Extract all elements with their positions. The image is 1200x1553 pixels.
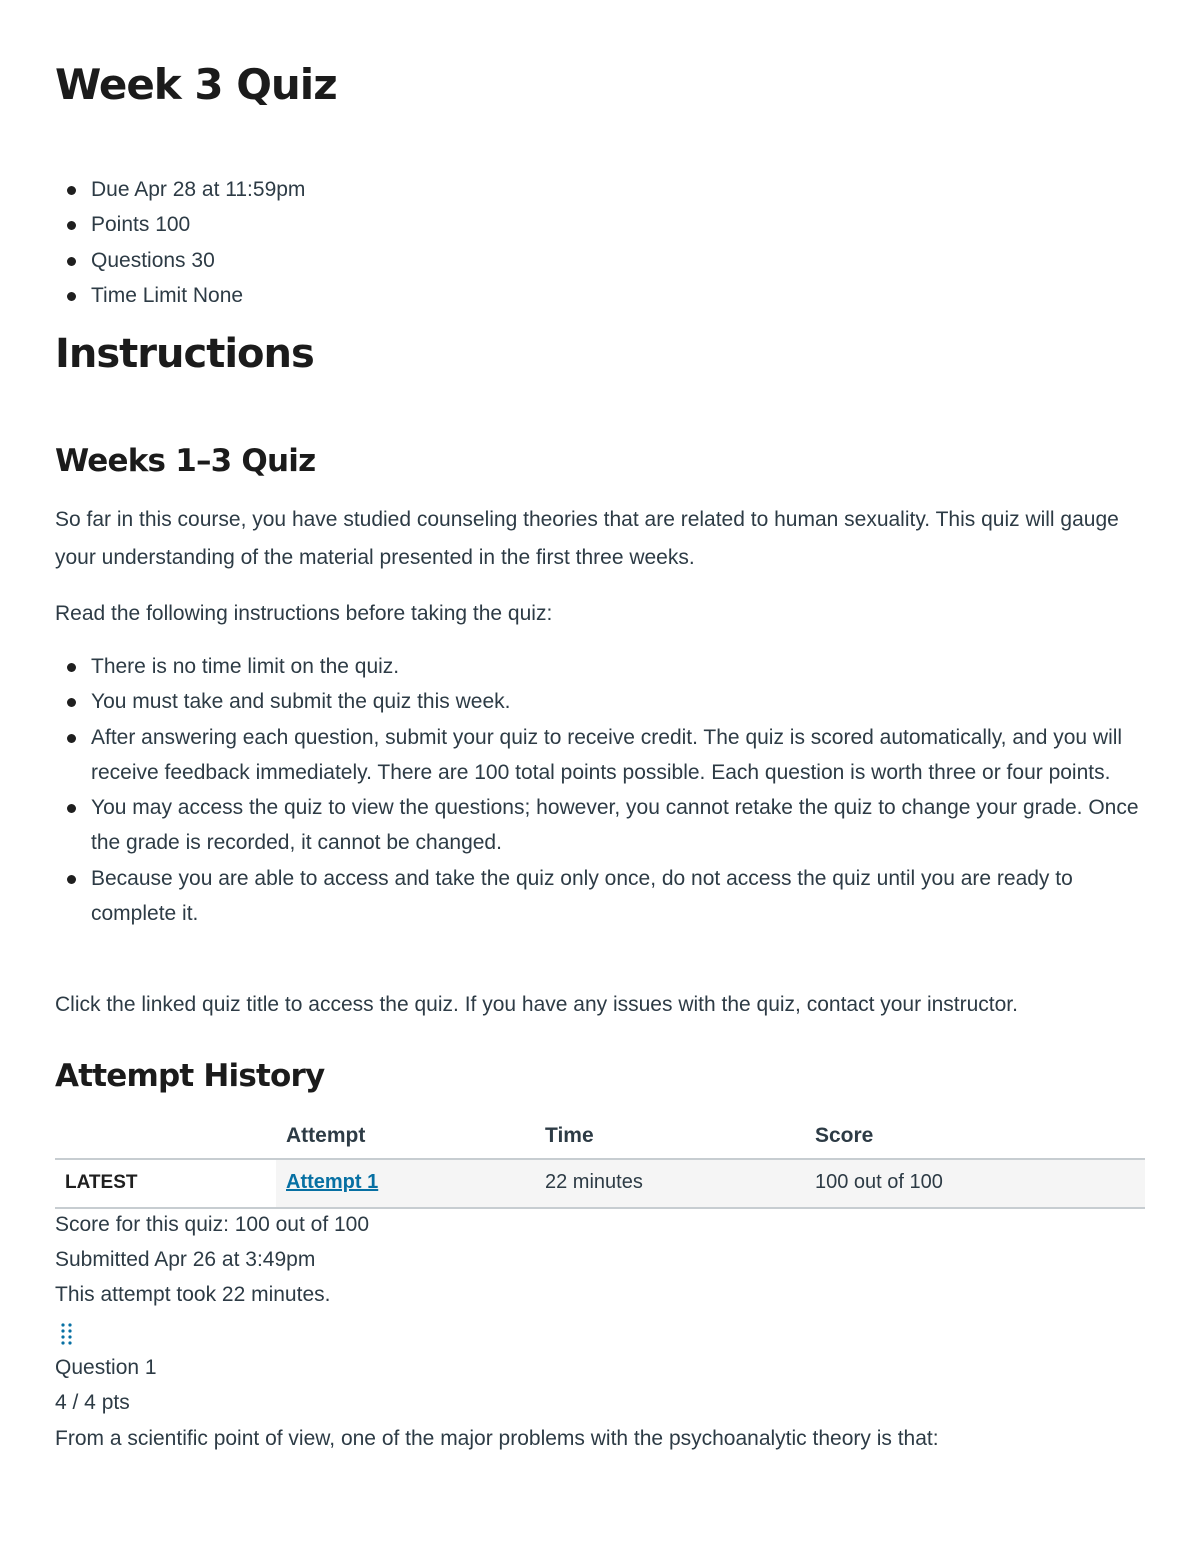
rule-text: You must take and submit the quiz this week. [91,690,511,714]
meta-due-text: Due Apr 28 at 11:59pm [91,178,306,201]
column-header-score: Score [815,1124,874,1147]
column-header-attempt: Attempt [286,1124,366,1147]
bullet-icon [67,698,76,707]
rule-item [55,684,1145,719]
table-header-row [55,1114,1145,1160]
quiz-meta-list [55,172,1145,313]
meta-questions [55,243,1145,278]
page-title: Week 3 Quiz [55,60,337,109]
rule-text: There is no time limit on the quiz. [91,655,400,678]
meta-due [55,172,1145,207]
rule-item [55,861,1145,932]
meta-time-limit-text: Time Limit None [91,283,244,307]
bullet-icon [67,186,76,195]
bullet-icon [67,804,76,813]
contact-instructor-paragraph: Click the linked quiz title to access the quiz. If you have any issues with the quiz, contact your instructor. [55,993,1018,1016]
bullet-icon [67,734,76,743]
meta-points-text: Points 100 [91,213,191,237]
duration-text: This attempt took 22 minutes. [55,1283,331,1306]
attempt-score: 100 out of 100 [815,1171,943,1193]
bullet-icon [67,221,76,230]
instructions-heading: Instructions [55,331,314,377]
attempt-history-heading: Attempt History [55,1058,325,1094]
rule-text: Because you are able to access and take the quiz only once, do not access the quiz until you are ready to complete it. [91,866,1073,926]
column-header-time: Time [545,1124,594,1147]
bullet-icon [67,663,76,672]
bullet-icon [67,257,76,266]
meta-points [55,207,1145,242]
attempt-history-table [55,1114,1145,1209]
latest-label: LATEST [65,1172,138,1193]
rule-text: After answering each question, submit your quiz to receive credit. The quiz is scored automatically, and you will receive feedback immediately. There are 100 total points possible. Each question is worth three or four points. [91,725,1123,784]
rule-item [55,720,1145,791]
read-following-paragraph: Read the following instructions before taking the quiz: [55,602,553,625]
quiz-score-text: Score for this quiz: 100 out of 100 [55,1213,370,1236]
bullet-icon [67,292,76,301]
question-points: 4 / 4 pts [55,1391,130,1414]
question-number: Question 1 [55,1356,157,1379]
submitted-text: Submitted Apr 26 at 3:49pm [55,1248,316,1271]
table-row [55,1160,1145,1209]
rules-list [55,649,1145,931]
question-text: From a scientific point of view, one of the major problems with the psychoanalytic theory is that: [55,1427,939,1450]
rule-item [55,790,1145,861]
attempt-time: 22 minutes [545,1171,643,1193]
rule-item [55,649,1145,684]
grip-dots-icon[interactable] [60,1322,74,1346]
row-highlight [276,1160,1145,1207]
attempt-1-link[interactable]: Attempt 1 [286,1171,379,1193]
bullet-icon [67,875,76,884]
intro-paragraph: So far in this course, you have studied counseling theories that are related to human sexuality. This quiz will gauge your understanding of the material presented in the first three weeks. [55,508,1119,569]
section-heading: Weeks 1–3 Quiz [55,443,316,479]
meta-time-limit [55,278,1145,313]
meta-questions-text: Questions 30 [91,248,215,272]
rule-text: You may access the quiz to view the questions; however, you cannot retake the quiz to change your grade. Once the grade is recorded, it cannot be changed. [91,796,1139,855]
